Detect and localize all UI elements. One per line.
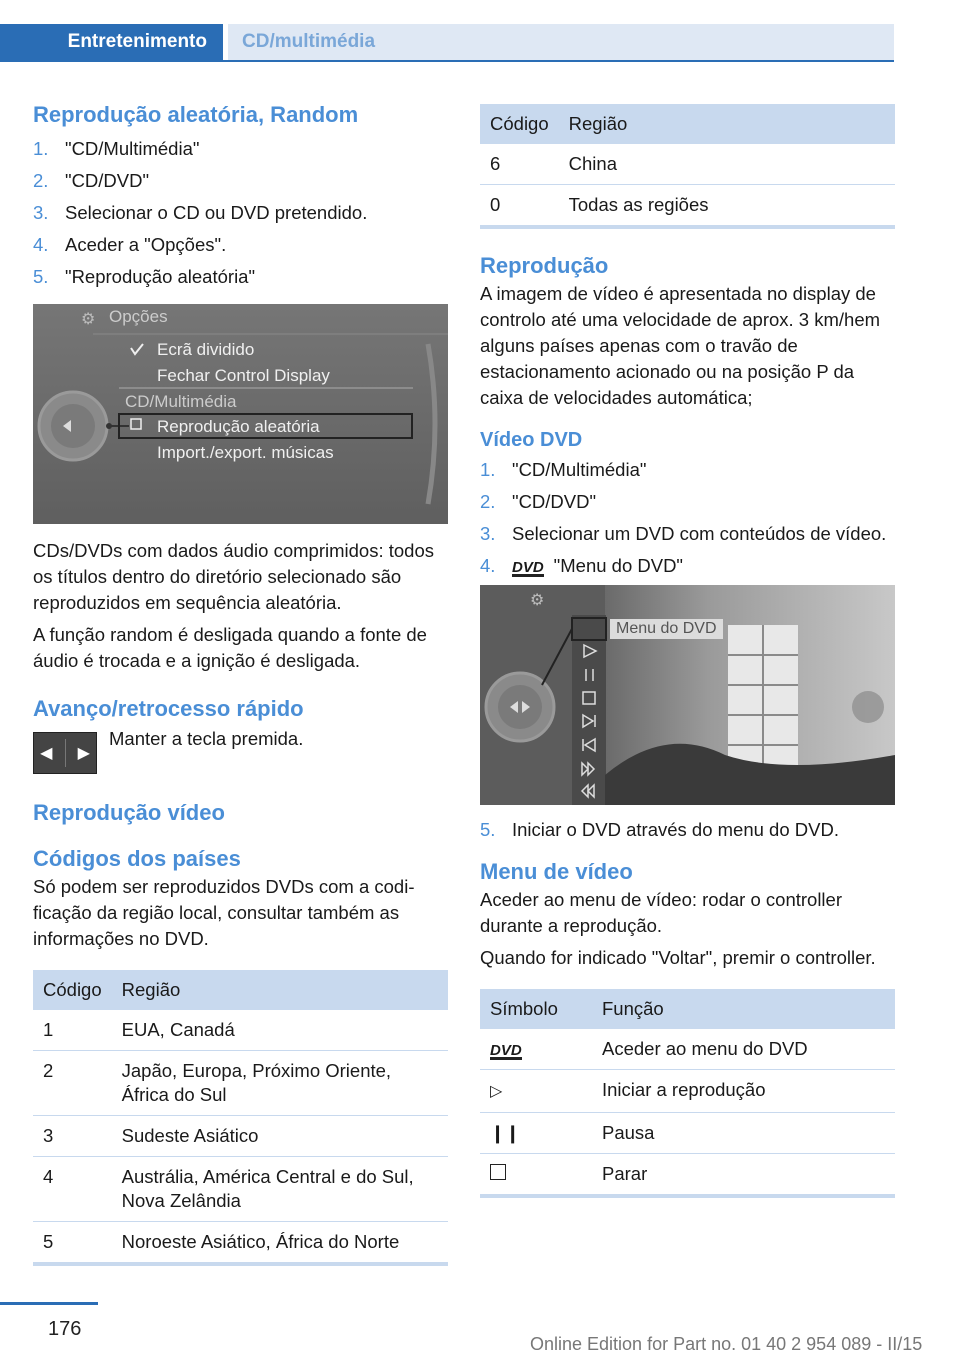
list-item: 2. "CD/DVD": [33, 170, 150, 191]
list-item: 1. "CD/Multimédia": [480, 459, 647, 480]
fast-text: Manter a tecla premida.: [109, 728, 304, 749]
table-header: Código: [480, 104, 559, 144]
random-steps: [33, 136, 448, 290]
table-header: Região: [112, 970, 448, 1010]
dvd-title: Vídeo DVD: [480, 429, 583, 451]
table-row: 0 Todas as regiões: [490, 194, 709, 215]
page-number: 176: [48, 1318, 82, 1340]
list-item: 2. "CD/DVD": [480, 491, 597, 512]
menu-item-close: Fechar Control Display: [157, 366, 330, 385]
seek-buttons-icon: ◀ ▶: [33, 732, 97, 774]
random-para2: A função random é desligada quando a fonte de áudio é trocada e a ignição é desligada.: [33, 624, 427, 671]
dvd-icon: DVD: [512, 559, 544, 576]
table-row: 3 Sudeste Asiático: [33, 1116, 448, 1157]
header-divider: [0, 60, 894, 62]
random-title: Reprodução aleatória, Random: [33, 102, 359, 127]
table-bottom-rule: [480, 1194, 895, 1198]
playback-text: A imagem de vídeo é apresentada no display de controlo até uma velocidade de aprox. 3 km/hem alguns países apenas com o travão de estacionamento acionado ou na posição P da caixa de velocidades automática;: [480, 283, 881, 408]
tab-cd-multimedia[interactable]: CD/multimédia: [228, 24, 894, 60]
table-row: 6 China: [480, 144, 895, 185]
list-item: 4. DVD "Menu do DVD": [480, 555, 684, 576]
table-row: ❙❙ Pausa: [480, 1113, 895, 1154]
table-row: 5 Noroeste Asiático, África do Norte: [43, 1231, 400, 1252]
right-column: [480, 104, 895, 1198]
table-row: 4 Austrália, América Central e do Sul, Nova Zelândia: [33, 1157, 448, 1222]
left-column: [33, 100, 448, 1266]
table-header: Função: [592, 989, 895, 1029]
list-item: 4. Aceder a "Opções".: [33, 234, 227, 255]
table-header: Símbolo: [480, 989, 592, 1029]
dvd-steps-continued: [480, 817, 895, 843]
table-row: Parar: [480, 1154, 895, 1195]
codes-text: Só podem ser reproduzidos DVDs com a codificação da região local, consultar também as informações no DVD.: [33, 876, 415, 949]
options-header: Opções: [109, 307, 168, 326]
fast-row: [33, 726, 448, 774]
region-table-1: [33, 970, 448, 1262]
menu-item-random: Reprodução aleatória: [157, 417, 320, 436]
region-table-2: [480, 104, 895, 225]
random-para1: CDs/DVDs com dados áudio comprimidos: todos os títulos dentro do diretório selecionado são reproduzidos em sequência aleatória.: [33, 540, 434, 613]
dvd-screen-label: Menu do DVD: [610, 619, 723, 639]
options-screenshot: [33, 304, 448, 524]
fast-title: Avanço/retrocesso rápido: [33, 696, 304, 721]
gear-icon: ⚙: [81, 311, 96, 328]
menu-text1: Aceder ao menu de vídeo: rodar o controller durante a reprodução.: [480, 889, 842, 936]
menu-title: Menu de vídeo: [480, 859, 633, 884]
play-icon: ▷: [490, 1083, 503, 1100]
list-item: 3. Selecionar o CD ou DVD pretendido.: [33, 202, 368, 223]
menu-item-split: Ecrã dividido: [157, 340, 255, 359]
footer-rule: [0, 1302, 98, 1305]
symbol-table: [480, 989, 895, 1194]
tab-entretenimento[interactable]: Entretenimento: [0, 24, 223, 60]
codes-title: Códigos dos países: [33, 846, 241, 871]
pause-icon: ❙❙: [490, 1123, 521, 1143]
list-item: 3. Selecionar um DVD com conteúdos de vídeo.: [480, 523, 887, 544]
table-header: Região: [559, 104, 895, 144]
table-row: 1 EUA, Canadá: [33, 1010, 448, 1051]
dvd-icon: DVD: [490, 1042, 522, 1059]
table-header: Código: [33, 970, 112, 1010]
dvd-steps: [480, 457, 895, 579]
playback-title: Reprodução: [480, 253, 609, 278]
edition-text: Online Edition for Part no. 01 40 2 954 089 - II/15: [530, 1334, 923, 1354]
menu-item-import: Import./export. músicas: [157, 443, 334, 462]
table-bottom-rule: [480, 225, 895, 229]
menu-item-cd: CD/Multimédia: [125, 392, 237, 411]
dvd-menu-screenshot: [480, 585, 895, 805]
table-bottom-rule: [33, 1262, 448, 1266]
table-row: 2 Japão, Europa, Próximo Oriente, África do Sul: [33, 1051, 448, 1116]
list-item: 1. "CD/Multimédia": [33, 138, 200, 159]
stop-icon: [490, 1164, 506, 1180]
table-row: DVD Aceder ao menu do DVD: [480, 1029, 895, 1070]
gear-icon: ⚙: [530, 592, 545, 609]
video-title: Reprodução vídeo: [33, 800, 225, 825]
list-item: 5. "Reprodução aleatória": [33, 266, 256, 287]
table-row: ▷ Iniciar a reprodução: [480, 1070, 895, 1113]
list-item: 5. Iniciar o DVD através do menu do DVD.: [480, 819, 839, 840]
header-tabs: [0, 0, 894, 62]
menu-text2: Quando for indicado "Voltar", premir o controller.: [480, 947, 876, 968]
